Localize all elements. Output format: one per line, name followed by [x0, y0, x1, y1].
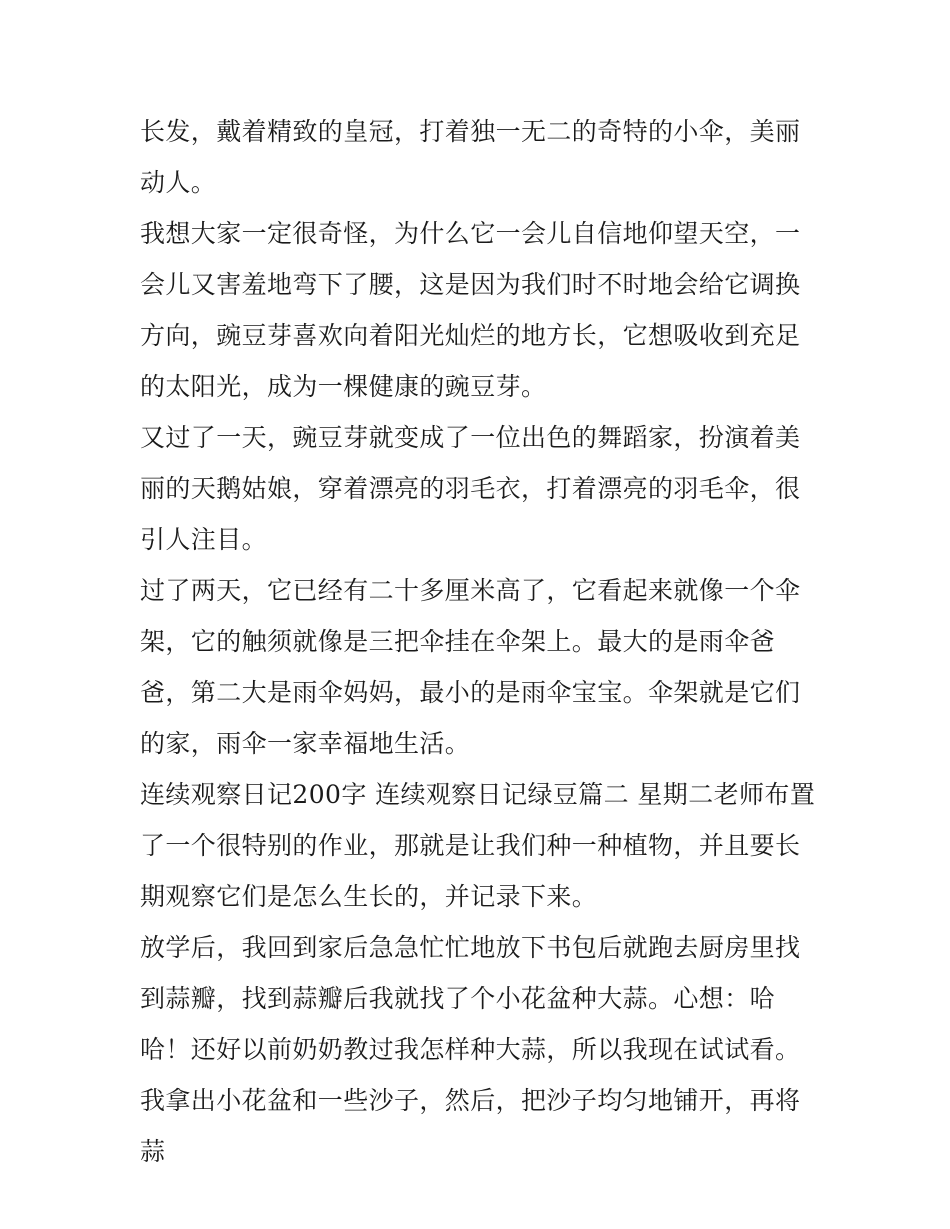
paragraph-4: 过了两天，它已经有二十多厘米高了，它看起来就像一个伞架，它的触须就像是三把伞挂在伞架上。最大的是雨伞爸爸，第二大是雨伞妈妈，最小的是雨伞宝宝。伞架就是它们的家，雨伞一家幸福地生活。	[140, 576, 801, 758]
paragraph-2: 我想大家一定很奇怪，为什么它一会儿自信地仰望天空，一会儿又害羞地弯下了腰，这是因为我们时不时地会给它调换方向，豌豆芽喜欢向着阳光灿烂的地方长，它想吸收到充足的太阳光，成为一棵健康的豌豆芽。	[140, 219, 801, 401]
paragraph-6: 放学后，我回到家后急急忙忙地放下书包后就跑去厨房里找到蒜瓣，找到蒜瓣后我就找了个小花盆种大蒜。心想：哈哈！还好以前奶奶教过我怎样种大蒜，所以我现在试试看。	[140, 933, 801, 1064]
paragraph-5: 连续观察日记200字 连续观察日记绿豆篇二 星期二老师布置了一个很特别的作业，那就是让我们种一种植物，并且要长期观察它们是怎么生长的，并记录下来。	[140, 780, 816, 911]
paragraph-3: 又过了一天，豌豆芽就变成了一位出色的舞蹈家，扮演着美丽的天鹅姑娘，穿着漂亮的羽毛衣，打着漂亮的羽毛伞，很引人注目。	[140, 423, 801, 554]
paragraph-7: 我拿出小花盆和一些沙子，然后，把沙子均匀地铺开，再将蒜	[140, 1086, 801, 1166]
paragraph-1: 长发，戴着精致的皇冠，打着独一无二的奇特的小伞，美丽动人。	[140, 117, 801, 197]
document-body	[140, 106, 820, 1177]
